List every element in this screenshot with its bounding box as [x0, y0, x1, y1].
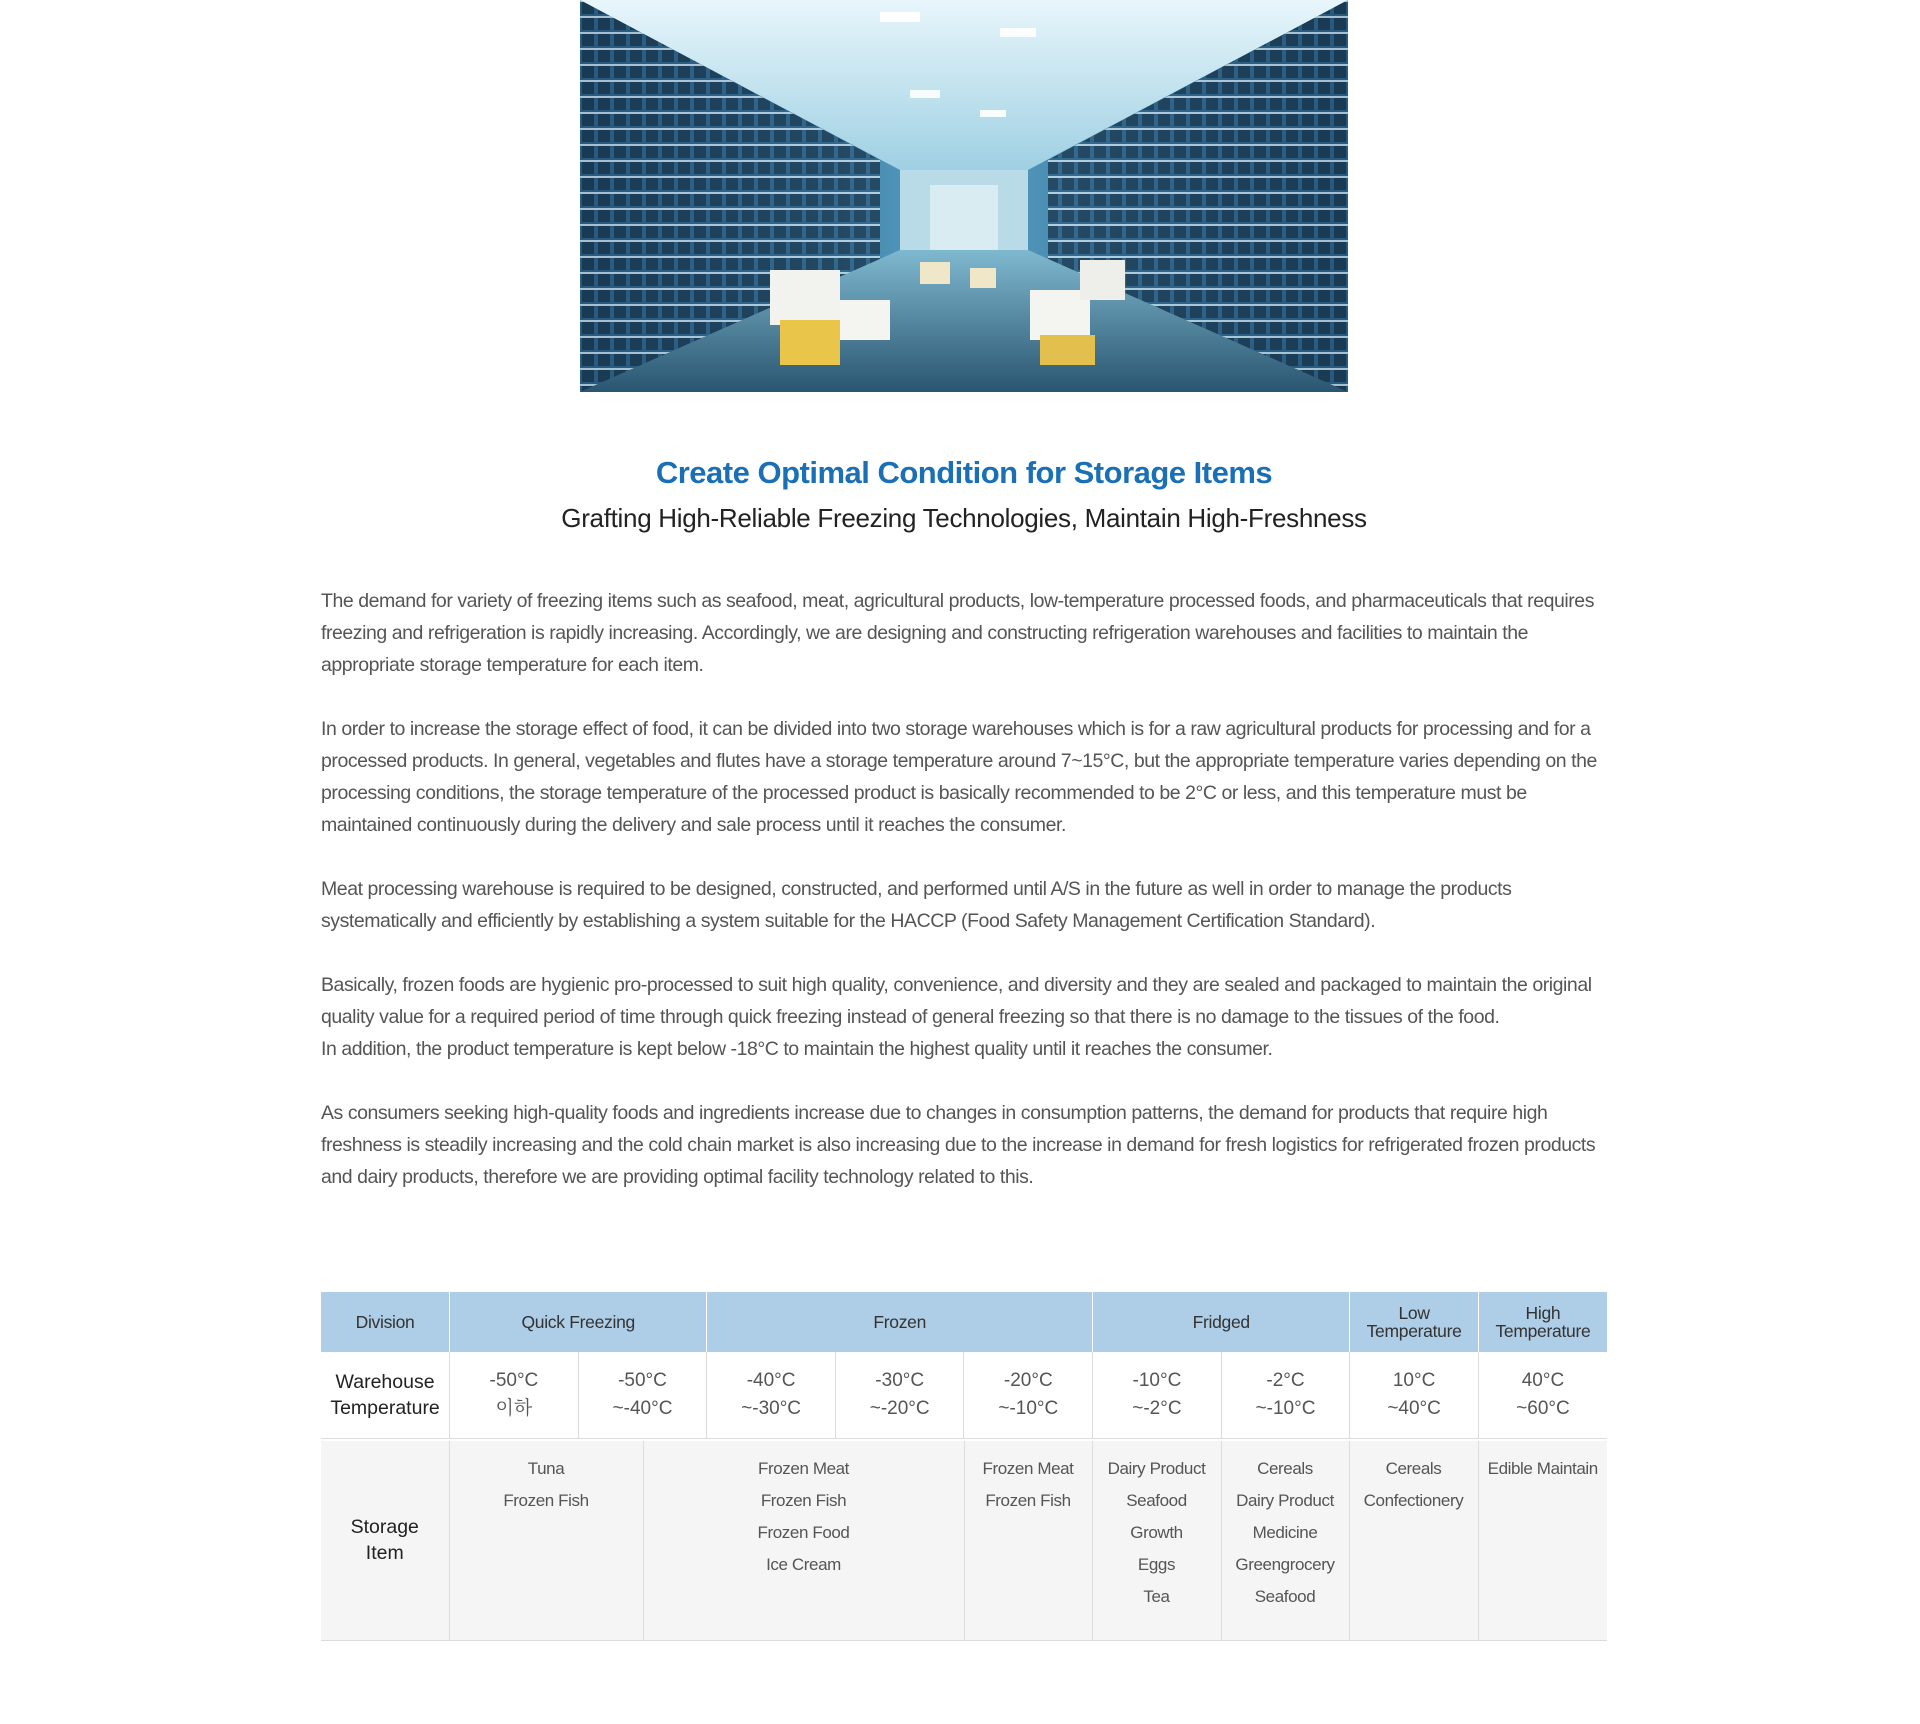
- table-header-row: [321, 1292, 1607, 1352]
- storage-label-line-1: Storage: [350, 1516, 419, 1538]
- temp-cell: [1093, 1352, 1222, 1439]
- temp-cell: [1478, 1352, 1607, 1439]
- temp-value: -30°C: [875, 1370, 925, 1391]
- page-subtitle: Grafting High-Reliable Freezing Technologies, Maintain High-Freshness: [561, 503, 1367, 533]
- temp-cell: [1350, 1352, 1479, 1439]
- temp-value: 10°C: [1392, 1370, 1436, 1391]
- list-item: Frozen Meat: [757, 1459, 850, 1478]
- paragraph-2: In order to increase the storage effect of food, it can be divided into two storage warehouses which is for a raw agricultural products for processing and for a processed products. In general, vegetables and flutes have a storage temperature around 7~15°C, but the appropriate temperature varies depending on the processing conditions, the storage temperature of the processed product is basically recommended to be 2°C or less, and this temperature must be maintained continuously during the delivery and sale process until it reaches the consumer.: [321, 718, 1597, 836]
- header-quick-freezing: Quick Freezing: [450, 1292, 707, 1352]
- temp-value: 40°C: [1521, 1370, 1565, 1391]
- storage-cell: [643, 1441, 964, 1641]
- storage-cell: [1478, 1441, 1607, 1641]
- storage-item-label: [321, 1441, 449, 1641]
- header-low-temperature-line-2: Temperature: [1366, 1321, 1462, 1341]
- storage-spec-table: [321, 1292, 1607, 1439]
- list-item: Medicine: [1252, 1523, 1318, 1542]
- warehouse-temperature-label: [321, 1352, 450, 1439]
- list-item: Edible Maintain: [1487, 1459, 1598, 1478]
- list-item: Dairy Product: [1107, 1459, 1206, 1478]
- header-high-temperature: [1478, 1292, 1607, 1352]
- warehouse-label-line-2: Temperature: [330, 1397, 440, 1419]
- list-item: Tuna: [527, 1459, 565, 1478]
- list-item: Growth: [1130, 1523, 1183, 1542]
- temp-range: 이하: [495, 1398, 533, 1419]
- temp-value: -50°C: [618, 1370, 667, 1391]
- list-item: Eggs: [1137, 1555, 1176, 1574]
- list-item: Ice Cream: [766, 1555, 841, 1574]
- temp-value: -50°C: [489, 1370, 539, 1391]
- header-high-temperature-line-2: Temperature: [1495, 1321, 1591, 1341]
- storage-label-line-2: Item: [365, 1542, 404, 1564]
- description-text: [321, 585, 1607, 1193]
- header-division: Division: [321, 1292, 450, 1352]
- temp-range: ~40°C: [1387, 1398, 1441, 1419]
- storage-cell: [1092, 1441, 1221, 1641]
- warehouse-label-line-1: Warehouse: [335, 1371, 435, 1393]
- list-item: Frozen Food: [757, 1523, 850, 1542]
- paragraph-5: As consumers seeking high-quality foods and ingredients increase due to changes in consumption patterns, the demand for products that require high freshness is steadily increasing and the cold chain market is also increasing due to the increase in demand for fresh logistics for refrigerated frozen products and dairy products, therefore we are providing optimal facility technology related to this.: [321, 1102, 1596, 1188]
- paragraph-4: [321, 969, 1607, 1065]
- paragraph-1: The demand for variety of freezing items such as seafood, meat, agricultural products, low-temperature processed foods, and pharmaceuticals that requires freezing and refrigeration is rapidly increasing. Accordingly, we are designing and constructing refrigeration warehouses and facilities to maintain the appropriate storage temperature for each item.: [321, 590, 1594, 676]
- temp-value: -2°C: [1266, 1370, 1305, 1391]
- list-item: Frozen Fish: [760, 1491, 847, 1510]
- temp-range: ~60°C: [1516, 1398, 1570, 1419]
- temp-range: ~-40°C: [612, 1398, 673, 1419]
- temp-range: ~-10°C: [998, 1398, 1059, 1419]
- list-item: Seafood: [1254, 1587, 1316, 1606]
- temp-cell: [1221, 1352, 1350, 1439]
- storage-cell: [449, 1441, 643, 1641]
- warehouse-temperature-row: [321, 1352, 1607, 1439]
- temp-value: -40°C: [746, 1370, 796, 1391]
- section-heading: [321, 448, 1607, 538]
- temp-range: ~-20°C: [869, 1398, 930, 1419]
- temp-cell: [964, 1352, 1093, 1439]
- temp-cell: [707, 1352, 836, 1439]
- temp-range: ~-30°C: [741, 1398, 802, 1419]
- header-fridged: Fridged: [1093, 1292, 1350, 1352]
- temp-cell: [578, 1352, 707, 1439]
- storage-item-row: [321, 1441, 1607, 1641]
- list-item: Frozen Fish: [503, 1491, 589, 1510]
- header-low-temperature: [1350, 1292, 1479, 1352]
- header-low-temperature-line-1: Low: [1398, 1303, 1430, 1323]
- header-high-temperature-line-1: High: [1525, 1303, 1561, 1323]
- paragraph-4-line-1: Basically, frozen foods are hygienic pro-processed to suit high quality, convenience, and diversity and they are sealed and packaged to maintain the original quality value for a required period of time through quick freezing instead of general freezing so that there is no damage to the tissues of the food.: [321, 974, 1592, 1028]
- temp-value: -10°C: [1132, 1370, 1182, 1391]
- list-item: Seafood: [1126, 1491, 1187, 1510]
- list-item: Greengrocery: [1235, 1555, 1335, 1574]
- list-item: Dairy Product: [1236, 1491, 1334, 1510]
- paragraph-3: Meat processing warehouse is required to be designed, constructed, and performed until A/S in the future as well in order to manage the products systematically and efficiently by establishing a system suitable for the HACCP (Food Safety Management Certification Standard).: [321, 878, 1512, 932]
- temp-cell: [835, 1352, 964, 1439]
- temp-range: ~-2°C: [1132, 1398, 1182, 1419]
- list-item: Cereals: [1257, 1459, 1313, 1478]
- paragraph-4-line-2: In addition, the product temperature is kept below -18°C to maintain the highest quality until it reaches the consumer.: [321, 1038, 1273, 1060]
- storage-cell: [1349, 1441, 1478, 1641]
- storage-cell: [1221, 1441, 1349, 1641]
- list-item: Cereals: [1385, 1459, 1442, 1478]
- temp-cell: [450, 1352, 579, 1439]
- cold-storage-illustration: [580, 0, 1348, 392]
- temp-value: -20°C: [1003, 1370, 1053, 1391]
- storage-cell: [964, 1441, 1092, 1641]
- page-title: Create Optimal Condition for Storage Items: [655, 455, 1273, 490]
- temp-range: ~-10°C: [1255, 1398, 1316, 1419]
- list-item: Frozen Fish: [985, 1491, 1071, 1510]
- list-item: Frozen Meat: [982, 1459, 1074, 1478]
- list-item: Confectionery: [1363, 1491, 1464, 1510]
- storage-item-table: [321, 1441, 1607, 1641]
- list-item: Tea: [1143, 1587, 1170, 1606]
- header-frozen: Frozen: [707, 1292, 1093, 1352]
- hero-image-cold-storage: [580, 0, 1348, 392]
